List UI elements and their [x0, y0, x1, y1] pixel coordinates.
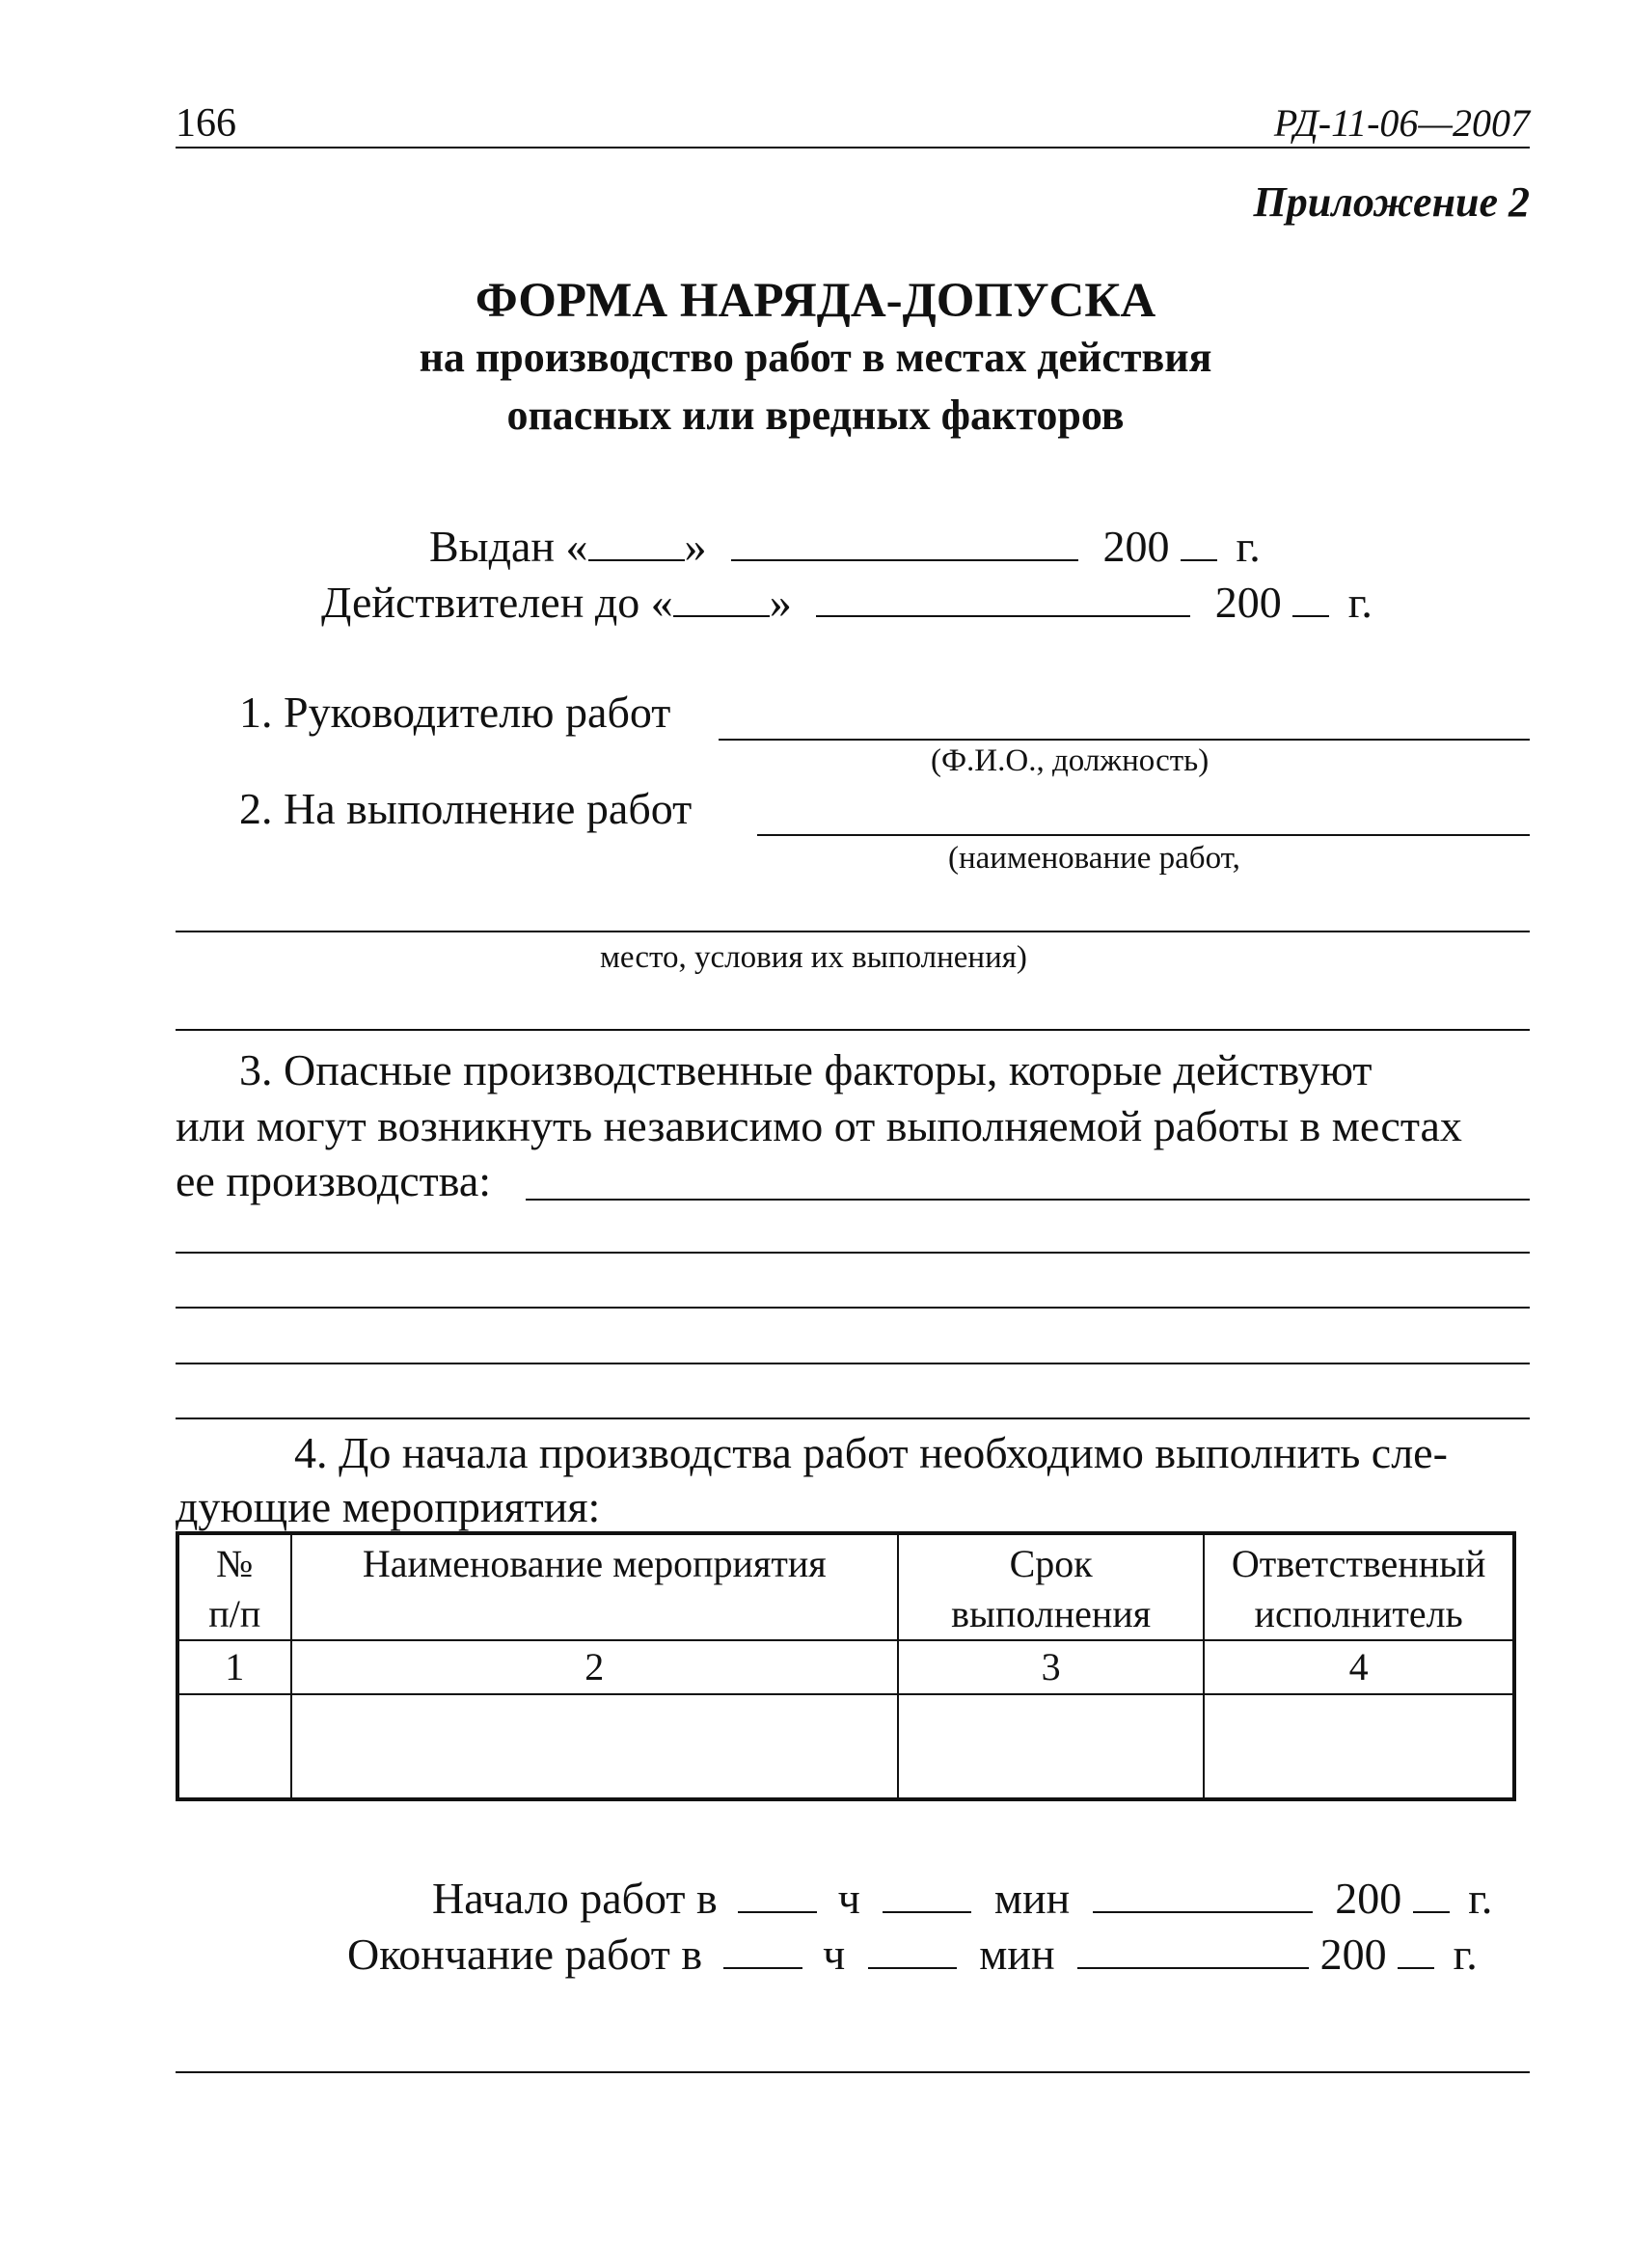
work-end-year-field[interactable]	[1398, 1934, 1434, 1969]
item-3-line-2: или могут возникнуть независимо от выполняемой работы в местах	[176, 1101, 1462, 1150]
work-start-line	[432, 1873, 1492, 1924]
table-header-deadline: Срок выполнения	[898, 1533, 1204, 1640]
item-3-line-1: 3. Опасные производственные факторы, которые действуют	[239, 1045, 1373, 1094]
table-cell[interactable]	[898, 1694, 1204, 1799]
document-code: РД-11-06—2007	[1273, 101, 1530, 145]
work-end-hours-field[interactable]	[723, 1934, 802, 1969]
table-header-responsible: Ответственный исполнитель	[1204, 1533, 1514, 1640]
item-3-field[interactable]	[526, 1199, 1530, 1201]
work-start-year-field[interactable]	[1413, 1878, 1450, 1913]
issued-line	[429, 521, 1261, 572]
work-start-minutes-field[interactable]	[883, 1878, 971, 1913]
work-end-line	[347, 1929, 1478, 1980]
form-subtitle-line-1: на производство работ в местах действия	[419, 334, 1212, 381]
item-2-label: 2. На выполнение работ	[239, 784, 693, 833]
table-cell[interactable]	[291, 1694, 898, 1799]
table-column-number: 1	[177, 1640, 291, 1694]
item-2-caption-2: место, условия их выполнения)	[600, 940, 1027, 975]
table-column-number: 4	[1204, 1640, 1514, 1694]
issued-year-prefix: 200	[1102, 522, 1170, 571]
form-subtitle-line-2: опасных или вредных факторов	[506, 392, 1125, 439]
item-3-field-line-2[interactable]	[176, 1252, 1530, 1254]
valid-until-label: Действителен до «	[321, 578, 673, 627]
issued-month-field[interactable]	[731, 526, 1078, 561]
work-end-date-field[interactable]	[1077, 1934, 1309, 1969]
item-1-caption: (Ф.И.О., должность)	[931, 743, 1210, 778]
item-2-field-line-3[interactable]	[176, 1029, 1530, 1031]
table-column-number: 2	[291, 1640, 898, 1694]
item-3-field-line-5[interactable]	[176, 1418, 1530, 1419]
work-end-year-prefix: 200	[1319, 1930, 1387, 1979]
valid-until-year-prefix: 200	[1214, 578, 1282, 627]
signature-field[interactable]	[176, 2071, 1530, 2073]
item-2-field-line-2[interactable]	[176, 931, 1530, 932]
table-column-numbers-row	[177, 1640, 1514, 1694]
work-start-hours-unit: ч	[837, 1874, 860, 1923]
item-3-line-3: ее производства:	[176, 1156, 492, 1205]
valid-until-year-field[interactable]	[1292, 582, 1329, 617]
work-end-year-suffix: г.	[1453, 1930, 1478, 1979]
appendix-label: Приложение 2	[1253, 178, 1530, 226]
work-end-label: Окончание работ в	[347, 1930, 703, 1979]
work-start-year-suffix: г.	[1468, 1874, 1493, 1923]
header-divider	[176, 147, 1530, 148]
table-header-row	[177, 1533, 1514, 1640]
table-header-number: № п/п	[177, 1533, 291, 1640]
item-3-field-line-3[interactable]	[176, 1307, 1530, 1309]
measures-table	[176, 1531, 1516, 1801]
valid-until-month-field[interactable]	[816, 582, 1190, 617]
valid-until-year-suffix: г.	[1347, 578, 1373, 627]
item-1-label: 1. Руководителю работ	[239, 688, 671, 737]
work-start-year-prefix: 200	[1335, 1874, 1402, 1923]
work-start-hours-field[interactable]	[738, 1878, 817, 1913]
form-title: ФОРМА НАРЯДА-ДОПУСКА	[475, 274, 1156, 328]
issued-day-field[interactable]	[588, 526, 685, 561]
table-column-number: 3	[898, 1640, 1204, 1694]
table-header-measure-name: Наименование мероприятия	[291, 1533, 898, 1640]
work-start-date-field[interactable]	[1093, 1878, 1313, 1913]
item-1-field[interactable]	[719, 739, 1530, 741]
item-4-line-2: дующие мероприятия:	[176, 1482, 601, 1531]
work-end-minutes-unit: мин	[979, 1930, 1055, 1979]
work-start-label: Начало работ в	[432, 1874, 718, 1923]
valid-until-line	[321, 577, 1373, 628]
item-2-caption-1: (наименование работ,	[948, 841, 1240, 876]
work-end-hours-unit: ч	[823, 1930, 846, 1979]
issued-close-quote: »	[684, 522, 707, 571]
issued-label: Выдан «	[429, 522, 588, 571]
table-cell[interactable]	[177, 1694, 291, 1799]
table-cell[interactable]	[1204, 1694, 1514, 1799]
table-row	[177, 1694, 1514, 1799]
page-number: 166	[176, 101, 236, 146]
item-4-line-1: 4. До начала производства работ необходимо выполнить сле-	[294, 1428, 1448, 1477]
item-3-field-line-4[interactable]	[176, 1363, 1530, 1364]
valid-until-day-field[interactable]	[673, 582, 770, 617]
issued-year-field[interactable]	[1181, 526, 1217, 561]
item-2-field[interactable]	[757, 834, 1530, 836]
valid-until-close-quote: »	[769, 578, 792, 627]
work-start-minutes-unit: мин	[993, 1874, 1071, 1923]
issued-year-suffix: г.	[1236, 522, 1261, 571]
work-end-minutes-field[interactable]	[868, 1934, 957, 1969]
